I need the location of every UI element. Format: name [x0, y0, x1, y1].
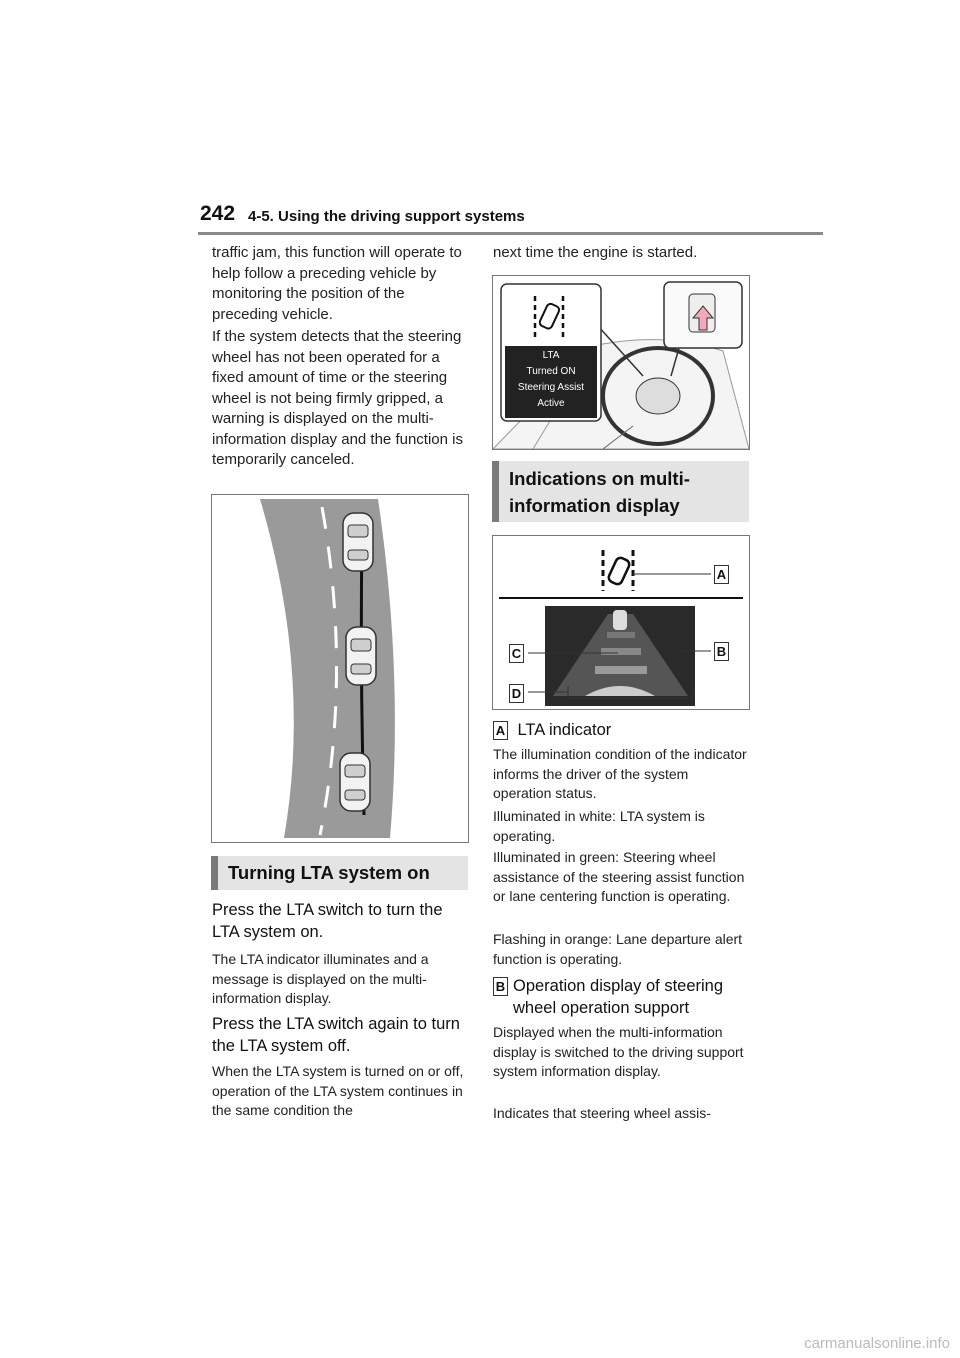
item-a-white: Illuminated in white: LTA system is operating. [493, 808, 705, 844]
car-middle [346, 627, 376, 685]
item-a-heading [493, 719, 611, 741]
left-para-continued: traffic jam, this function will operate to help follow a preceding vehicle by monitoring the position of the preceding vehicle. [212, 244, 462, 323]
item-b-desc: Displayed when the multi-information display is switched to the driving support system information display. [493, 1024, 744, 1079]
callout-c: C [509, 644, 524, 663]
item-b-heading [493, 975, 749, 1019]
item-b-title: Operation display of steering wheel operation support [513, 977, 724, 1017]
section-title-turning-on: Turning LTA system on [211, 856, 468, 890]
item-a-label: A [493, 721, 508, 740]
header-rule [198, 232, 823, 235]
callout-a: A [714, 565, 729, 584]
section-header: 4-5. Using the driving support systems [248, 208, 525, 225]
step-turn-on-note: The LTA indicator illuminates and a message is displayed on the multi-information display. [212, 951, 429, 1006]
callout-d: D [509, 684, 524, 703]
display-line-1: LTA [542, 350, 560, 361]
step-turn-off-note: When the LTA system is turned on or off, operation of the LTA system continues in the same condition the [212, 1063, 464, 1118]
right-para-continued: next time the engine is started. [493, 244, 698, 261]
lane-centering-illustration [211, 494, 469, 843]
page-number: 242 [200, 202, 236, 225]
item-a-orange: Flashing in orange: Lane departure alert function is operating. [493, 931, 743, 967]
display-line-2: Turned ON [526, 366, 576, 377]
mid-display-illustration [492, 535, 750, 710]
item-b-label: B [493, 977, 508, 996]
step-turn-off: Press the LTA switch again to turn the LTA system off. [212, 1015, 460, 1055]
item-a-title: LTA indicator [517, 721, 612, 739]
left-para-warning: If the system detects that the steering wheel has not been operated for a fixed amount of time or the steering wheel is not being firmly gripped, a warning is displayed on the multi-information display and the function is temporarily canceled. [212, 328, 463, 468]
watermark: carmanualsonline.info [804, 1335, 950, 1352]
car-top [343, 513, 373, 571]
item-a-green: Illuminated in green: Steering wheel assistance of the steering assist function or lane centering function is operating. [493, 849, 745, 904]
display-line-4: Active [537, 398, 565, 409]
lta-switch-illustration [492, 275, 750, 450]
display-line-3: Steering Assist [517, 382, 585, 393]
item-b-desc-2: Indicates that steering wheel assis- [493, 1105, 711, 1121]
car-bottom [340, 753, 370, 811]
step-turn-on: Press the LTA switch to turn the LTA system on. [212, 901, 443, 941]
section-title-indications: Indications on multi-information display [492, 461, 749, 522]
item-a-desc: The illumination condition of the indicator informs the driver of the system operation status. [493, 746, 747, 801]
callout-b: B [714, 642, 729, 661]
display-message [505, 348, 597, 412]
